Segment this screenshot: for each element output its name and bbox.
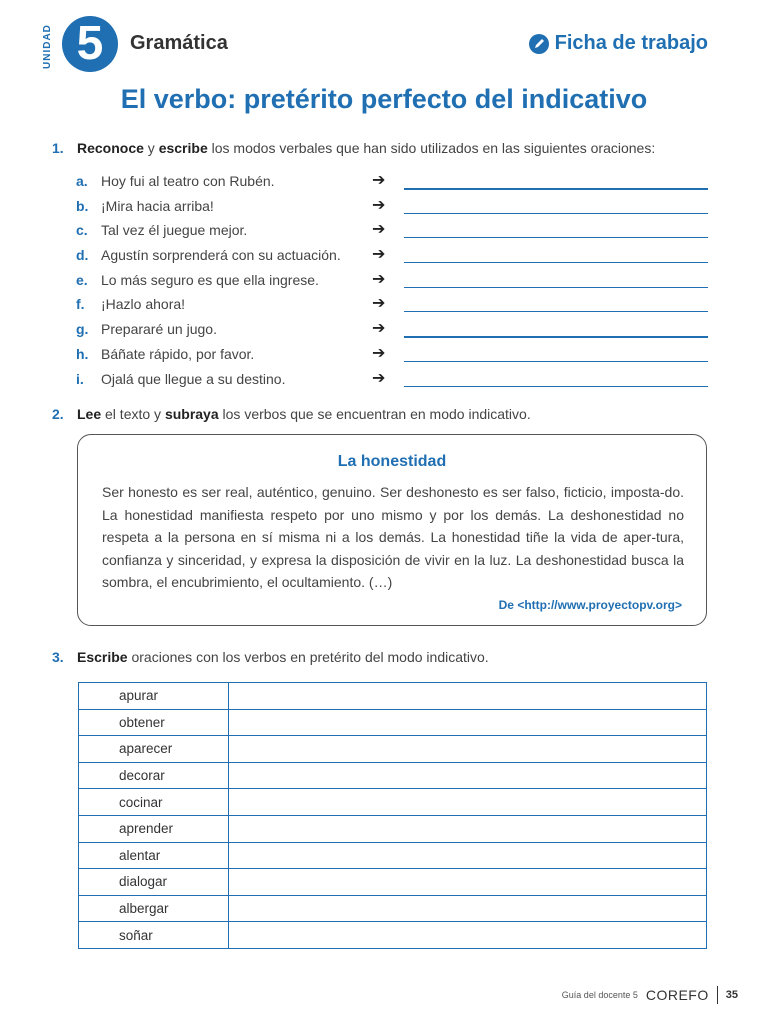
sentence-cell[interactable] <box>228 869 706 896</box>
page-footer <box>562 986 738 1004</box>
answer-line[interactable] <box>404 336 708 338</box>
list-item <box>76 219 716 244</box>
verb-cell: aprender <box>79 815 229 842</box>
instruction-text: oraciones con los verbos en pretérito del modo indicativo. <box>127 649 489 665</box>
question-2 <box>52 406 531 422</box>
item-sentence: Prepararé un jugo. <box>101 321 217 338</box>
sentence-cell[interactable] <box>228 842 706 869</box>
table-row <box>79 762 707 789</box>
verb-cell: aparecer <box>79 736 229 763</box>
footer-divider <box>717 986 718 1004</box>
answer-line[interactable] <box>404 237 708 238</box>
item-sentence: Agustín sorprenderá con su actuación. <box>101 247 341 264</box>
instruction-text: el texto y <box>101 406 165 422</box>
reading-source: De <http://www.proyectopv.org> <box>498 598 682 612</box>
sentence-cell[interactable] <box>228 709 706 736</box>
item-letter: a. <box>76 173 88 189</box>
arrow-right-icon: ➔ <box>372 270 386 288</box>
question-1 <box>52 140 655 156</box>
item-sentence: Hoy fui al teatro con Rubén. <box>101 173 275 189</box>
table-row <box>79 869 707 896</box>
instruction-verb: Escribe <box>77 649 128 665</box>
reading-box <box>77 434 707 626</box>
page-header <box>0 0 768 80</box>
item-letter: g. <box>76 321 89 338</box>
answer-line[interactable] <box>404 361 708 362</box>
arrow-right-icon: ➔ <box>372 172 386 189</box>
table-row <box>79 842 707 869</box>
arrow-right-icon: ➔ <box>372 320 386 338</box>
item-letter: d. <box>76 247 89 264</box>
sentence-cell[interactable] <box>228 922 706 949</box>
item-letter: e. <box>76 271 88 288</box>
item-sentence: Ojalá que llegue a su destino. <box>101 370 286 387</box>
answer-line[interactable] <box>404 213 708 214</box>
instruction-text: los modos verbales que han sido utilizados en las siguientes oraciones: <box>207 140 656 156</box>
verb-cell: dialogar <box>79 869 229 896</box>
verb-cell: decorar <box>79 762 229 789</box>
question-number: 3. <box>52 649 64 665</box>
question-number: 2. <box>52 406 64 422</box>
sentence-cell[interactable] <box>228 736 706 763</box>
verb-cell: cocinar <box>79 789 229 816</box>
table-row <box>79 736 707 763</box>
table-row <box>79 922 707 949</box>
table-row <box>79 789 707 816</box>
list-item <box>76 244 716 269</box>
arrow-right-icon: ➔ <box>372 295 386 313</box>
verb-cell: soñar <box>79 922 229 949</box>
item-sentence: Lo más seguro es que ella ingrese. <box>101 271 319 288</box>
pencil-icon <box>529 34 549 54</box>
instruction-text: los verbos que se encuentran en modo indicativo. <box>218 406 531 422</box>
list-item <box>76 269 716 294</box>
item-letter: i. <box>76 370 84 387</box>
verb-cell: obtener <box>79 709 229 736</box>
worksheet-label <box>529 32 708 55</box>
item-letter: b. <box>76 197 89 214</box>
item-sentence: Báñate rápido, por favor. <box>101 345 255 362</box>
table-row <box>79 709 707 736</box>
verb-cell: albergar <box>79 895 229 922</box>
unit-number-badge: 5 <box>62 16 118 72</box>
table-row <box>79 815 707 842</box>
instruction-text: y <box>143 140 159 156</box>
list-item <box>76 293 716 318</box>
list-item <box>76 195 716 220</box>
answer-line[interactable] <box>404 311 708 312</box>
item-letter: f. <box>76 296 85 313</box>
question-number: 1. <box>52 140 64 156</box>
page-title: El verbo: pretérito perfecto del indicativo <box>120 84 648 114</box>
sentence-cell[interactable] <box>228 895 706 922</box>
instruction-verb: Lee <box>77 406 102 422</box>
arrow-right-icon: ➔ <box>372 246 386 264</box>
reading-text: Ser honesto es ser real, auténtico, genuino. Ser deshonesto es ser falso, ficticio, imposta-do. La honestidad manifiesta respeto por uno mismo y por los demás. La deshonestidad no respeta a la persona en sí misma ni a los demás. La honestidad tiñe la vida de aper-tura, confianza y sinceridad, y expresa la disposición de vivir en la luz. La deshonestidad busca la sombra, el encubrimiento, el ocultamiento. (…) <box>102 484 684 590</box>
item-sentence: Tal vez él juegue mejor. <box>101 222 248 239</box>
arrow-right-icon: ➔ <box>372 196 386 214</box>
sentence-cell[interactable] <box>228 789 706 816</box>
sentence-cell[interactable] <box>228 683 706 710</box>
reading-title: La honestidad <box>337 453 447 470</box>
list-item <box>76 343 716 368</box>
page-number: 35 <box>725 989 738 1001</box>
unit-label: UNIDAD <box>42 24 53 70</box>
arrow-right-icon: ➔ <box>372 344 386 362</box>
sentence-cell[interactable] <box>228 815 706 842</box>
table-row <box>79 683 707 710</box>
guide-label: Guía del docente 5 <box>561 990 638 1000</box>
answer-line[interactable] <box>404 386 708 387</box>
instruction-verb: subraya <box>164 406 219 422</box>
arrow-right-icon: ➔ <box>372 369 386 387</box>
item-sentence: ¡Mira hacia arriba! <box>101 197 214 214</box>
instruction-verb: Reconoce <box>77 140 144 156</box>
verbs-table <box>78 682 707 949</box>
section-name: Gramática <box>130 32 228 54</box>
item-letter: c. <box>76 222 88 239</box>
instruction-verb: escribe <box>158 140 208 156</box>
sentence-cell[interactable] <box>228 762 706 789</box>
answer-line[interactable] <box>404 188 708 190</box>
list-item <box>76 170 716 195</box>
verb-cell: apurar <box>79 683 229 710</box>
answer-line[interactable] <box>404 287 708 288</box>
answer-line[interactable] <box>404 262 708 263</box>
item-sentence: ¡Hazlo ahora! <box>101 296 186 313</box>
arrow-right-icon: ➔ <box>372 221 386 239</box>
item-letter: h. <box>76 345 89 362</box>
worksheet-text: Ficha de trabajo <box>554 32 708 54</box>
sentence-list <box>76 170 716 392</box>
list-item <box>76 318 716 343</box>
list-item <box>76 368 716 393</box>
verb-cell: alentar <box>79 842 229 869</box>
brand-logo: COREFO <box>645 987 709 1003</box>
table-row <box>79 895 707 922</box>
question-3 <box>52 649 489 665</box>
